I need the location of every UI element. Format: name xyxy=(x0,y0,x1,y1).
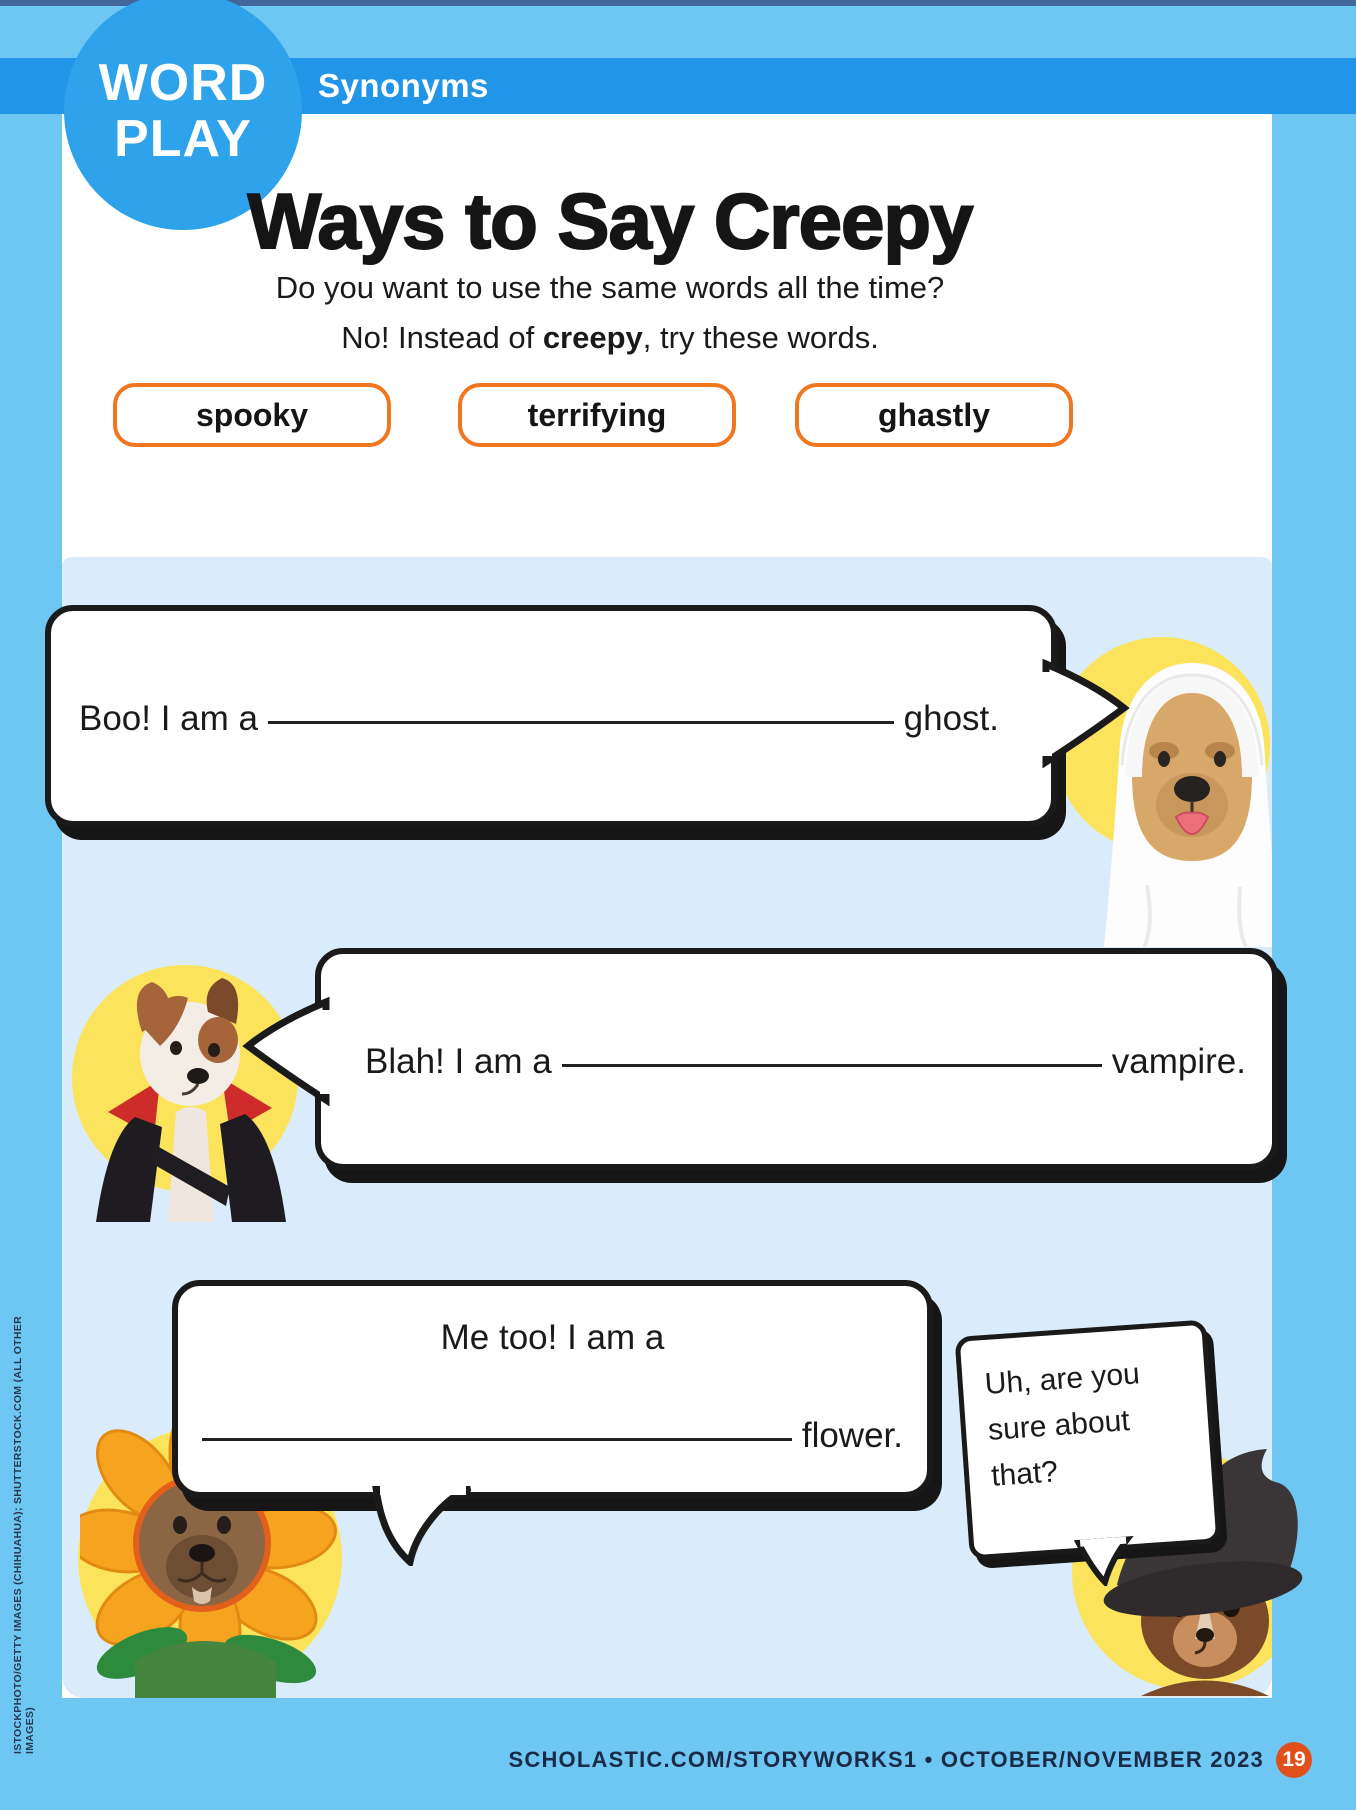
kicker-label: Synonyms xyxy=(318,67,489,104)
intro-line-2-bold: creepy xyxy=(542,320,643,355)
intro-line-2 xyxy=(140,320,1080,356)
synonym-pill-ghastly xyxy=(795,383,1073,447)
page-title: Ways to Say Creepy xyxy=(247,177,973,265)
chihuahua-text-line1: Uh, are you xyxy=(983,1357,1141,1402)
page-number-badge: 19 xyxy=(1276,1742,1312,1778)
speech-bubble-ghost xyxy=(45,605,1057,827)
synonym-label: ghastly xyxy=(877,396,991,433)
chihuahua-text-line3: that? xyxy=(990,1455,1060,1493)
ghost-text-pre: Boo! I am a xyxy=(79,699,258,738)
speech-bubble-vampire xyxy=(315,948,1278,1170)
footer xyxy=(508,1742,1312,1778)
speech-bubble-flower xyxy=(172,1280,933,1498)
chihuahua-text-line2: sure about xyxy=(986,1404,1131,1447)
vampire-text-pre: Blah! I am a xyxy=(365,1042,552,1081)
synonym-label: spooky xyxy=(195,396,309,433)
chihuahua-bubble-tail xyxy=(1070,1536,1137,1588)
flower-text-line1: Me too! I am a xyxy=(440,1318,665,1357)
footer-url-date: SCHOLASTIC.COM/STORYWORKS1 • OCTOBER/NOVEMBER 2023 xyxy=(508,1747,1264,1772)
intro-line-2-pre: No! Instead of xyxy=(341,320,543,355)
synonym-label: terrifying xyxy=(527,396,667,433)
ghost-fill-in-blank xyxy=(268,721,894,724)
flower-text-post: flower. xyxy=(801,1416,903,1455)
vampire-text-post: vampire. xyxy=(1111,1042,1246,1081)
flower-fill-in-blank xyxy=(202,1438,792,1441)
vampire-bubble-tail xyxy=(240,996,330,1106)
badge-word: WORD xyxy=(98,54,268,112)
flower-bubble-tail xyxy=(358,1486,478,1566)
ghost-text-post: ghost. xyxy=(903,699,999,738)
intro-line-2-post: , try these words. xyxy=(642,320,879,355)
vampire-fill-in-blank xyxy=(562,1064,1102,1067)
photo-credit: ISTOCKPHOTO/GETTY IMAGES (CHIHUAHUA); SHUTTERSTOCK.COM (ALL OTHER IMAGES) xyxy=(12,1316,36,1754)
ghost-bubble-tail xyxy=(1042,658,1132,768)
speech-bubble-chihuahua xyxy=(954,1319,1221,1560)
synonym-pill-terrifying xyxy=(458,383,736,447)
synonym-pill-spooky xyxy=(113,383,391,447)
intro-line-1: Do you want to use the same words all the time? xyxy=(275,270,945,305)
badge-play: PLAY xyxy=(114,110,252,168)
